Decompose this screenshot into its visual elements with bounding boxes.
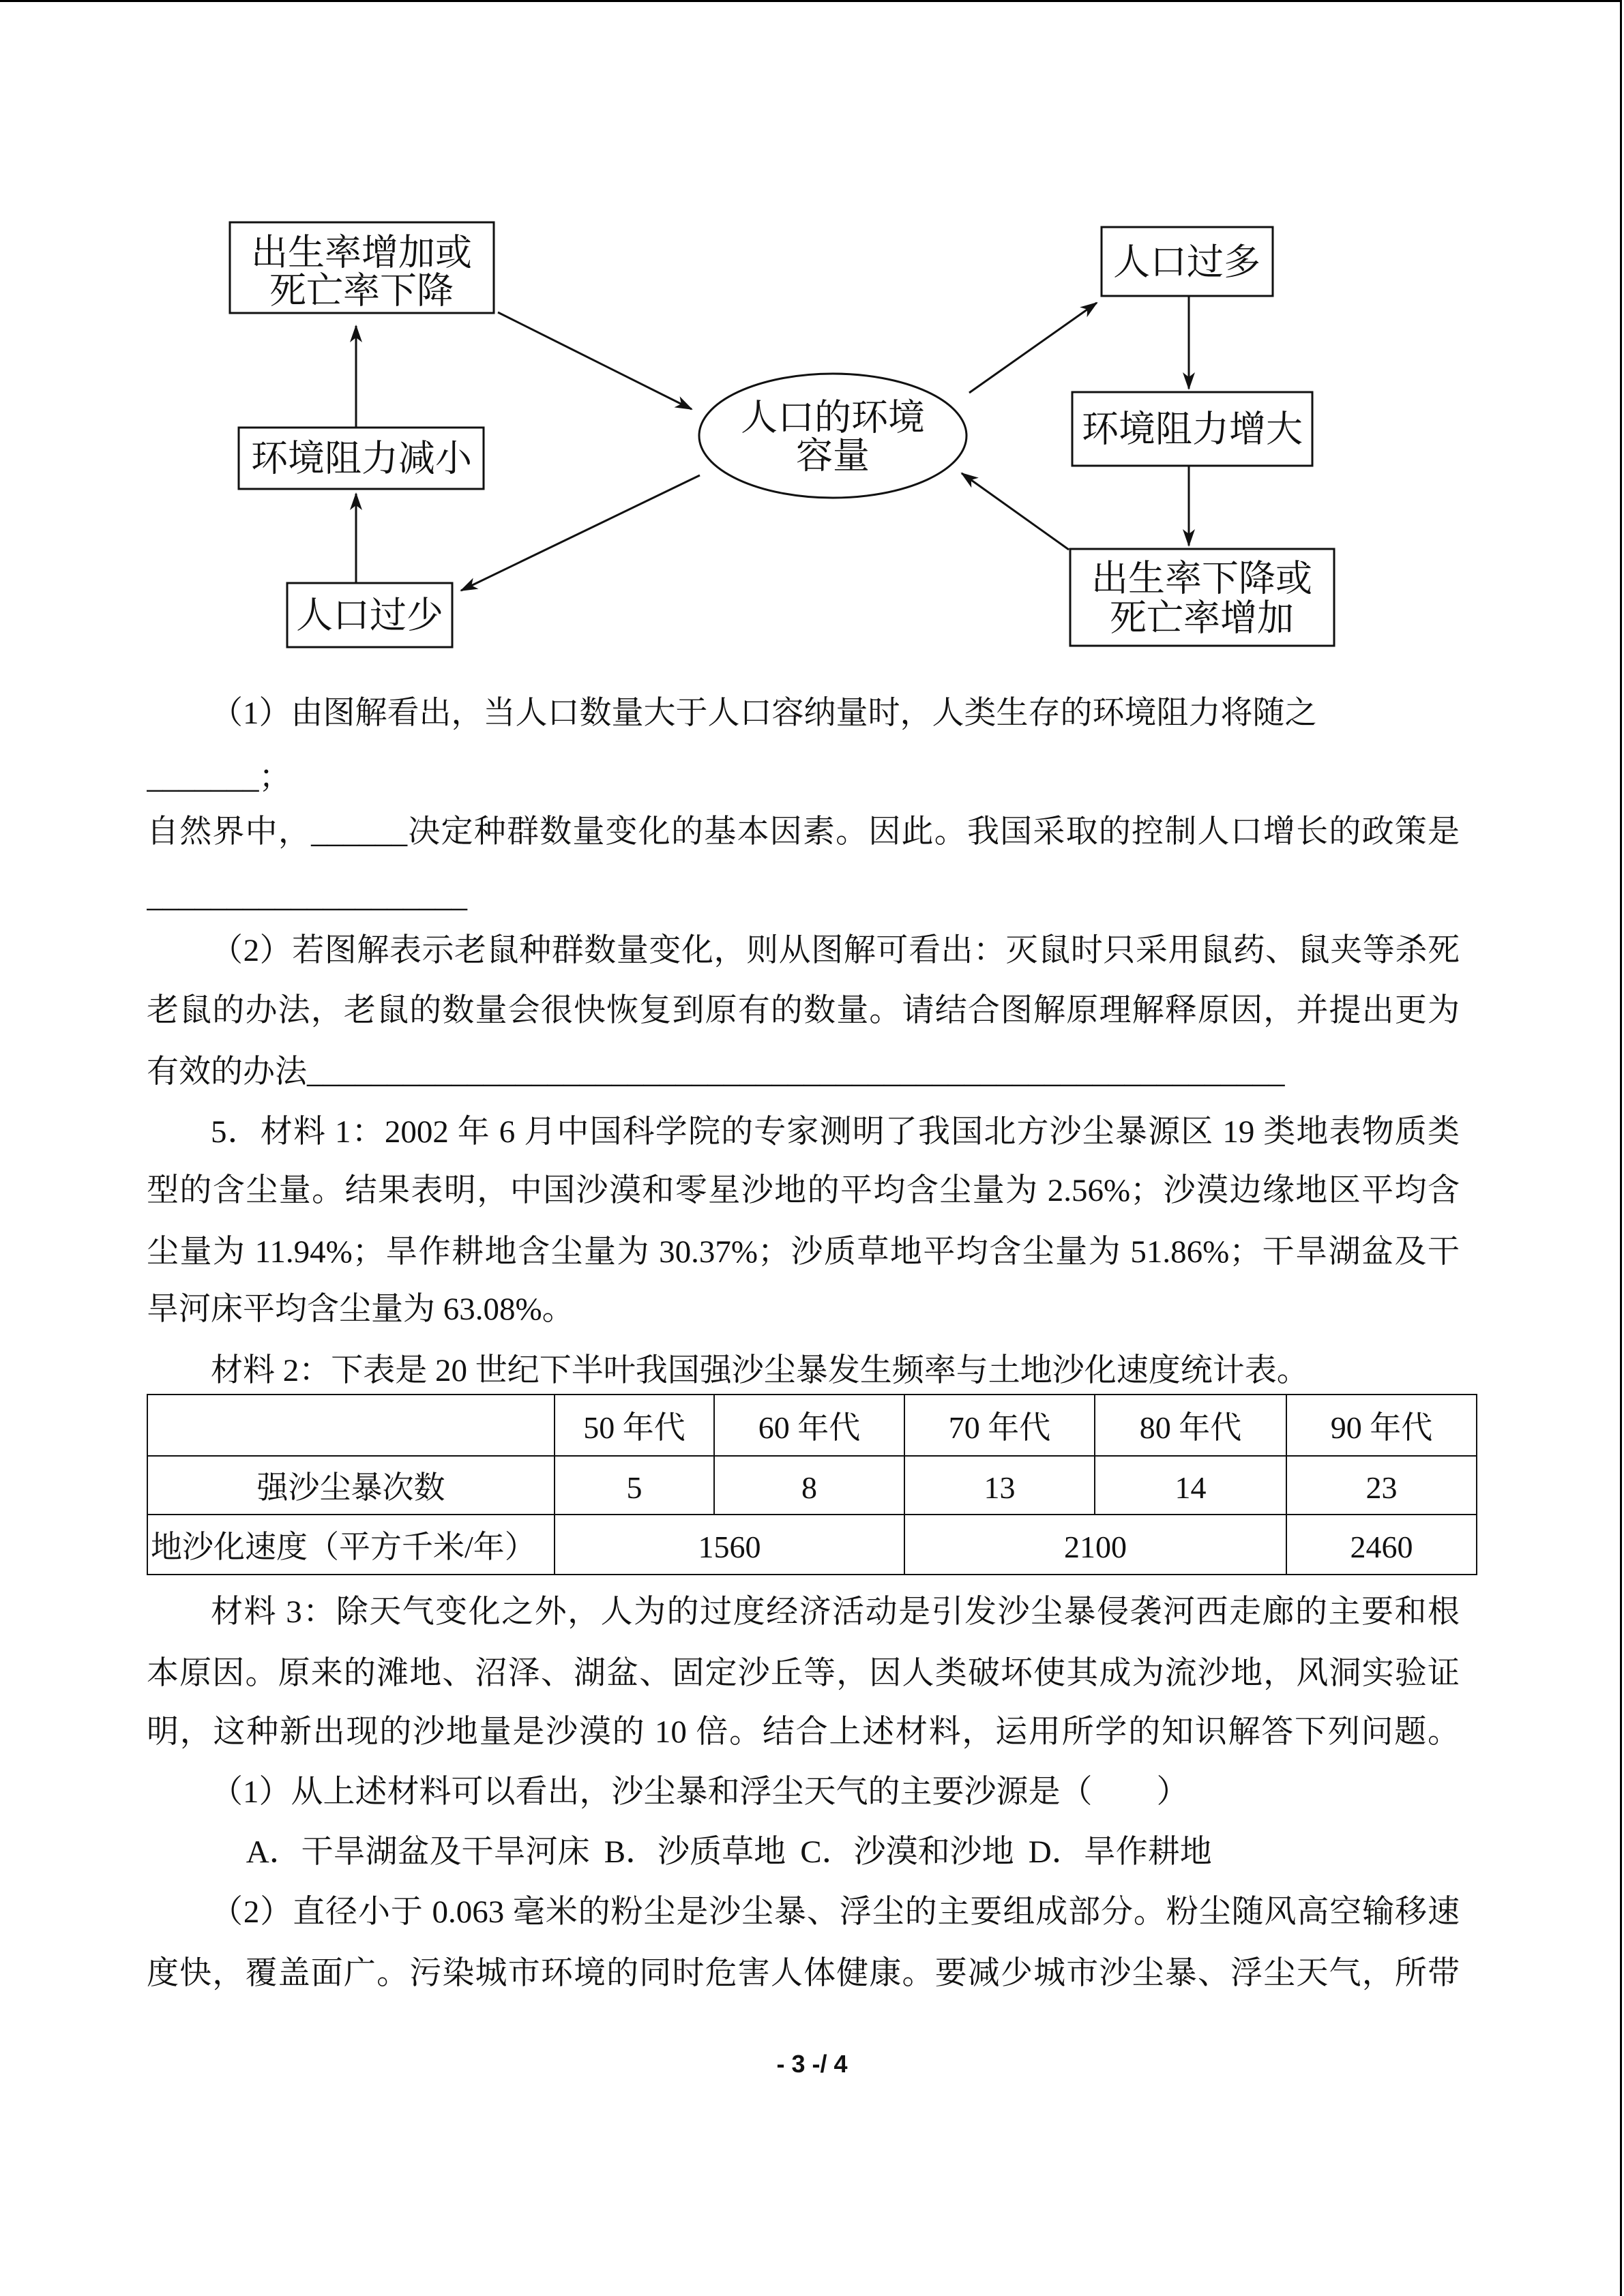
table-cell: 1560 bbox=[555, 1515, 904, 1575]
q5-material1-line-4: 旱河床平均含尘量为 63.08%。 bbox=[147, 1292, 574, 1327]
node-population-low bbox=[287, 583, 452, 647]
table-header-row bbox=[147, 1395, 1477, 1456]
node-population-high bbox=[1102, 227, 1273, 296]
table-cell: 14 bbox=[1095, 1456, 1286, 1515]
node-label-line-2: 死亡率下降 bbox=[269, 269, 454, 312]
q5-material1-line-2: 型的含尘量。结果表明，中国沙漠和零星沙地的平均含尘量为 2.56%；沙漠边缘地区平均含 bbox=[147, 1173, 1460, 1208]
table-row-storm-count bbox=[147, 1456, 1477, 1515]
table-cell: 2460 bbox=[1286, 1515, 1477, 1575]
q4-part2-line-1: （2）若图解表示老鼠种群数量变化，则从图解可看出：灭鼠时只采用鼠药、鼠夹等杀死 bbox=[211, 933, 1460, 968]
arrow-capacity-to-population-low bbox=[461, 475, 700, 591]
table-header-cell: 60 年代 bbox=[714, 1395, 904, 1456]
table-header-cell: 80 年代 bbox=[1095, 1395, 1286, 1456]
q4-part1-line-3: 自然界中，______决定种群数量变化的基本因素。因此。我国采取的控制人口增长的政策是 bbox=[147, 814, 1460, 850]
arrow-birth-decrease-to-capacity bbox=[962, 473, 1069, 550]
node-label-line-2: 容量 bbox=[796, 434, 870, 477]
node-resistance-increase bbox=[1072, 392, 1312, 466]
sandstorm-statistics-table bbox=[147, 1394, 1477, 1575]
node-label: 人口过多 bbox=[1113, 240, 1260, 284]
q5-sub2-line-1: （2）直径小于 0.063 毫米的粉尘是沙尘暴、浮尘的主要组成部分。粉尘随风高空输移速 bbox=[211, 1894, 1460, 1930]
q4-part1-answer-blank: ____________________ bbox=[147, 878, 467, 914]
arrow-capacity-to-population-high bbox=[969, 303, 1097, 393]
table-cell: 5 bbox=[555, 1456, 714, 1515]
table-cell: 23 bbox=[1286, 1456, 1477, 1515]
arrow-birth-increase-to-capacity bbox=[498, 312, 692, 409]
node-label-line-1: 出生率下降或 bbox=[1091, 556, 1312, 600]
node-label-line-2: 死亡率增加 bbox=[1110, 596, 1294, 640]
q4-part2-line-3: 有效的办法_____________________________________________________________ bbox=[147, 1054, 1285, 1090]
table-cell: 2100 bbox=[904, 1515, 1286, 1575]
option-b: B．沙质草地 bbox=[604, 1834, 786, 1870]
q5-material2-caption: 材料 2：下表是 20 世纪下半叶我国强沙尘暴发生频率与土地沙化速度统计表。 bbox=[211, 1353, 1309, 1388]
node-birth-rate-decrease bbox=[1070, 549, 1334, 646]
q5-material3-line-3: 明，这种新出现的沙地量是沙漠的 10 倍。结合上述材料，运用所学的知识解答下列问题。 bbox=[147, 1714, 1460, 1750]
q5-material1-line-1: 5．材料 1：2002 年 6 月中国科学院的专家测明了我国北方沙尘暴源区 19 类地表物质类 bbox=[211, 1114, 1460, 1150]
option-d: D．旱作耕地 bbox=[1028, 1834, 1212, 1870]
option-c: C．沙漠和沙地 bbox=[800, 1834, 1014, 1870]
node-label: 环境阻力减小 bbox=[251, 436, 472, 480]
node-label-line-1: 人口的环境 bbox=[741, 396, 925, 439]
node-resistance-decrease bbox=[239, 428, 484, 489]
q4-part1-blank-line: _______； bbox=[147, 760, 291, 795]
table-cell: 13 bbox=[904, 1456, 1095, 1515]
table-header-cell: 90 年代 bbox=[1286, 1395, 1477, 1456]
table-cell: 8 bbox=[714, 1456, 904, 1515]
node-label: 环境阻力增大 bbox=[1082, 407, 1303, 451]
table-header-cell: 70 年代 bbox=[904, 1395, 1095, 1456]
node-birth-rate-increase bbox=[230, 222, 494, 313]
table-header-cell: 50 年代 bbox=[555, 1395, 714, 1456]
q5-sub1-stem: （1）从上述材料可以看出，沙尘暴和浮尘天气的主要沙源是（ ） bbox=[211, 1774, 1189, 1810]
table-row-label: 地沙化速度（平方千米/年） bbox=[147, 1515, 555, 1575]
q4-part2-line-2: 老鼠的办法，老鼠的数量会很快恢复到原有的数量。请结合图解原理解释原因，并提出更为 bbox=[147, 993, 1460, 1028]
q5-sub2-line-2: 度快，覆盖面广。污染城市环境的同时危害人体健康。要减少城市沙尘暴、浮尘天气，所带 bbox=[147, 1956, 1460, 1991]
q4-part1-line-1: （1）由图解看出，当人口数量大于人口容纳量时，人类生存的环境阻力将随之 bbox=[211, 696, 1317, 731]
q5-sub1-options bbox=[147, 1822, 1460, 1882]
page-number: - 3 -/ 4 bbox=[776, 2050, 848, 2078]
node-environmental-capacity bbox=[699, 374, 966, 498]
node-label-line-1: 出生率增加或 bbox=[251, 230, 472, 274]
population-capacity-diagram bbox=[0, 0, 1624, 682]
table-row-desertification-rate bbox=[147, 1515, 1477, 1575]
node-label: 人口过少 bbox=[296, 593, 443, 637]
table-row-label: 强沙尘暴次数 bbox=[147, 1456, 555, 1515]
q5-material3-line-1: 材料 3：除天气变化之外，人为的过度经济活动是引发沙尘暴侵袭河西走廊的主要和根 bbox=[211, 1594, 1460, 1630]
q5-material3-line-2: 本原因。原来的滩地、沼泽、湖盆、固定沙丘等，因人类破坏使其成为流沙地，风洞实验证 bbox=[147, 1656, 1460, 1691]
option-a: A．干旱湖盆及干旱河床 bbox=[246, 1834, 590, 1870]
table-corner-cell bbox=[147, 1395, 555, 1456]
q5-material1-line-3: 尘量为 11.94%；旱作耕地含尘量为 30.37%；沙质草地平均含尘量为 51.86%；干旱湖盆及干 bbox=[147, 1234, 1460, 1270]
